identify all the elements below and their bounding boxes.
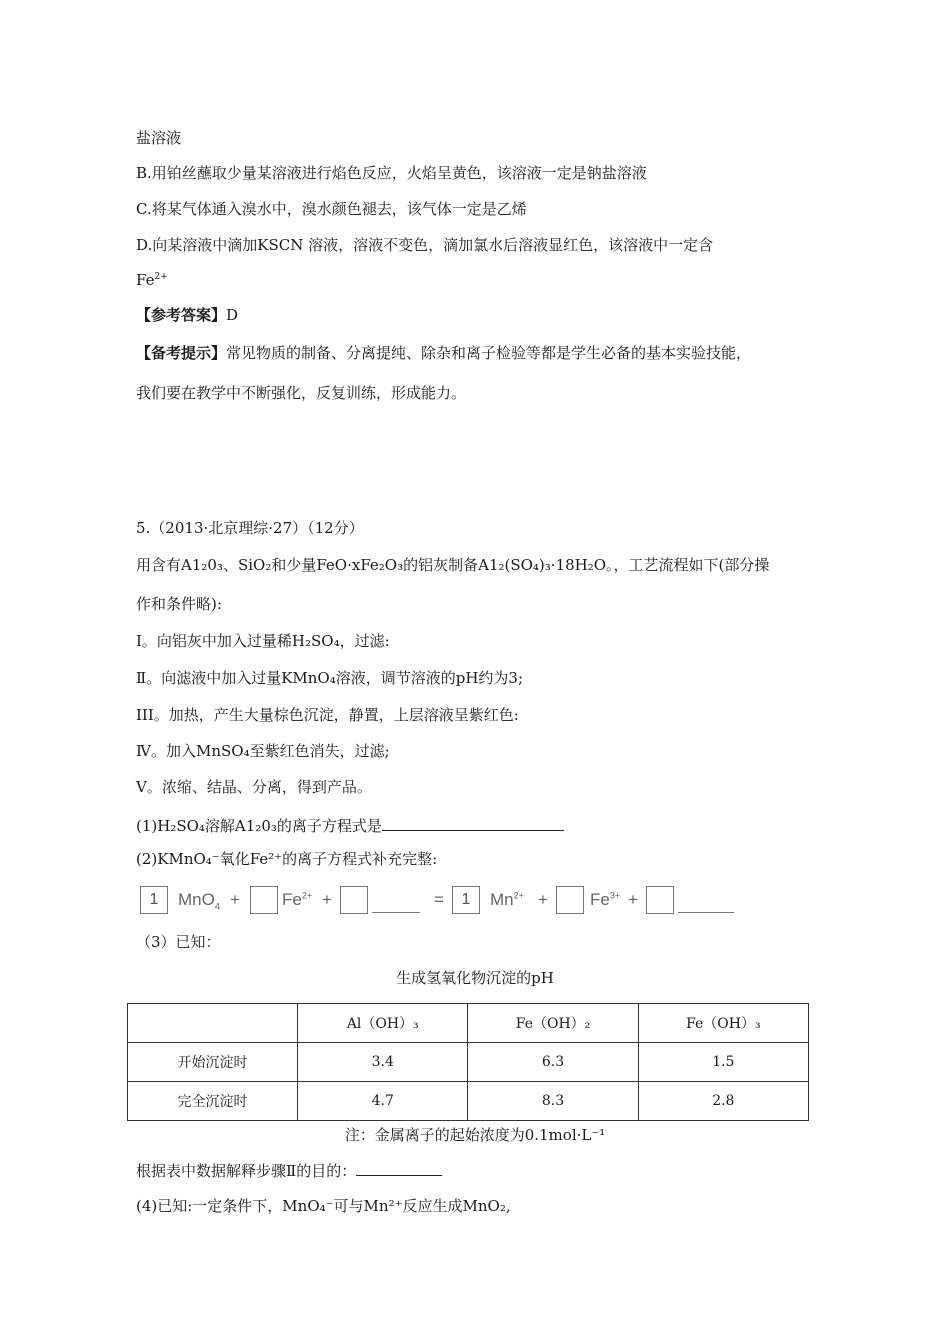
fe3-formula: Fe	[590, 890, 610, 909]
answer-label: 【参考答案】	[136, 306, 227, 324]
option-d: D.向某溶液中滴加KSCN 溶液，溶液不变色，滴加氯水后溶液显红色，该溶液中一定含	[136, 236, 714, 254]
step-4: Ⅳ。加入MnSO₄至紫红色消失，过滤;	[136, 742, 390, 760]
exam-tip	[136, 343, 751, 363]
q5-intro-1: 用含有A1₂0₃、SiO₂和少量FeO·xFe₂O₃的铝灰制备A1₂(SO₄)₃·18H₂O。，工艺流程如下(部分操	[136, 556, 770, 574]
term-fe3	[590, 890, 620, 910]
q5-intro-2: 作和条件略):	[136, 595, 222, 613]
mn2-charge: 2+	[513, 890, 524, 901]
table-cell: 8.3	[468, 1082, 638, 1121]
plus-3: +	[538, 890, 548, 909]
tip-text-2: 我们要在教学中不断强化，反复训练，形成能力。	[136, 384, 467, 402]
table-cell: 4.7	[298, 1082, 468, 1121]
table-cell: 6.3	[468, 1043, 638, 1082]
plus-2: +	[322, 890, 332, 909]
sub-question-3: （3）已知：	[136, 933, 221, 951]
sub-question-1-text: (1)H₂SO₄溶解A1₂0₃的离子方程式是	[136, 817, 382, 835]
table-cell: 2.8	[638, 1082, 808, 1121]
species-blank-6[interactable]	[678, 912, 734, 913]
step-2: Ⅱ。向滤液中加入过量KMnO₄溶液，调节溶液的pH约为3;	[136, 669, 524, 687]
option-d-continuation	[136, 270, 168, 290]
table-header-cell	[128, 1004, 298, 1043]
table-header-cell: Fe（OH）₂	[468, 1004, 638, 1043]
mno4-subscript: 4	[214, 901, 220, 912]
coef-box-blank-6[interactable]	[646, 886, 674, 914]
option-b: B.用铂丝蘸取少量某溶液进行焰色反应，火焰呈黄色，该溶液一定是钠盐溶液	[136, 164, 647, 182]
equals-sign: =	[434, 890, 444, 909]
fe2-charge: 2+	[301, 890, 313, 901]
table-row	[128, 1082, 809, 1121]
table-row	[128, 1043, 809, 1082]
step-5: Ⅴ。浓缩、结晶、分离，得到产品。	[136, 778, 372, 796]
coef-box-fe3[interactable]	[556, 886, 584, 914]
fe-ion-charge: 2+	[154, 272, 168, 282]
sub-question-3-ask	[136, 1159, 442, 1181]
ionic-equation	[138, 882, 738, 922]
q5-header: 5.（2013·北京理综·27）（12分）	[136, 519, 364, 537]
coef-box-fe2[interactable]	[250, 886, 278, 914]
term-mno4	[178, 890, 220, 910]
table-title: 生成氢氧化物沉淀的pH	[396, 969, 554, 987]
term-mn2	[490, 890, 524, 910]
sub-question-3-ask-text: 根据表中数据解释步骤Ⅱ的目的：	[136, 1162, 357, 1180]
species-blank-3[interactable]	[372, 912, 420, 913]
fe2-formula: Fe	[282, 890, 302, 909]
tip-text-1: 常见物质的制备、分离提纯、除杂和离子检验等都是学生必备的基本实验技能，	[226, 344, 752, 362]
sub-question-2: (2)KMnO₄⁻氧化Fe²⁺的离子方程式补充完整:	[136, 850, 438, 868]
coef-box-mn2[interactable]: 1	[452, 886, 480, 914]
coef-box-mno4[interactable]: 1	[140, 886, 168, 914]
coef-box-blank-3[interactable]	[340, 886, 368, 914]
step-3: III。加热，产生大量棕色沉淀，静置，上层溶液呈紫红色:	[136, 706, 519, 724]
answer-value: D	[226, 306, 239, 324]
reference-answer	[136, 305, 238, 325]
sub-question-4: (4)已知:一定条件下，MnO₄⁻可与Mn²⁺反应生成MnO₂,	[136, 1197, 511, 1215]
plus-1: +	[230, 890, 240, 909]
table-cell: 3.4	[298, 1043, 468, 1082]
step-1: Ⅰ。向铝灰中加入过量稀H₂SO₄，过滤:	[136, 632, 390, 650]
table-row-label: 完全沉淀时	[128, 1082, 298, 1121]
option-a-continuation: 盐溶液	[136, 129, 182, 147]
table-cell: 1.5	[638, 1043, 808, 1082]
mno4-formula: MnO	[178, 890, 215, 909]
option-c: C.将某气体通入溴水中，溴水颜色褪去，该气体一定是乙烯	[136, 200, 527, 218]
table-header-cell: Al（OH）₃	[298, 1004, 468, 1043]
fe3-charge: 3+	[609, 890, 621, 901]
table-header-cell: Fe（OH）₃	[638, 1004, 808, 1043]
ph-table	[127, 1003, 809, 1121]
answer-blank-1[interactable]	[382, 814, 564, 831]
sub-question-1	[136, 814, 564, 836]
table-header-row	[128, 1004, 809, 1043]
table-row-label: 开始沉淀时	[128, 1043, 298, 1082]
table-note: 注：金属离子的起始浓度为0.1mol·L⁻¹	[344, 1126, 606, 1144]
plus-4: +	[628, 890, 638, 909]
tip-label: 【备考提示】	[136, 344, 227, 362]
mn2-formula: Mn	[490, 890, 514, 909]
term-fe2	[282, 890, 312, 910]
answer-blank-3[interactable]	[356, 1159, 442, 1176]
fe-ion: Fe	[136, 271, 155, 289]
